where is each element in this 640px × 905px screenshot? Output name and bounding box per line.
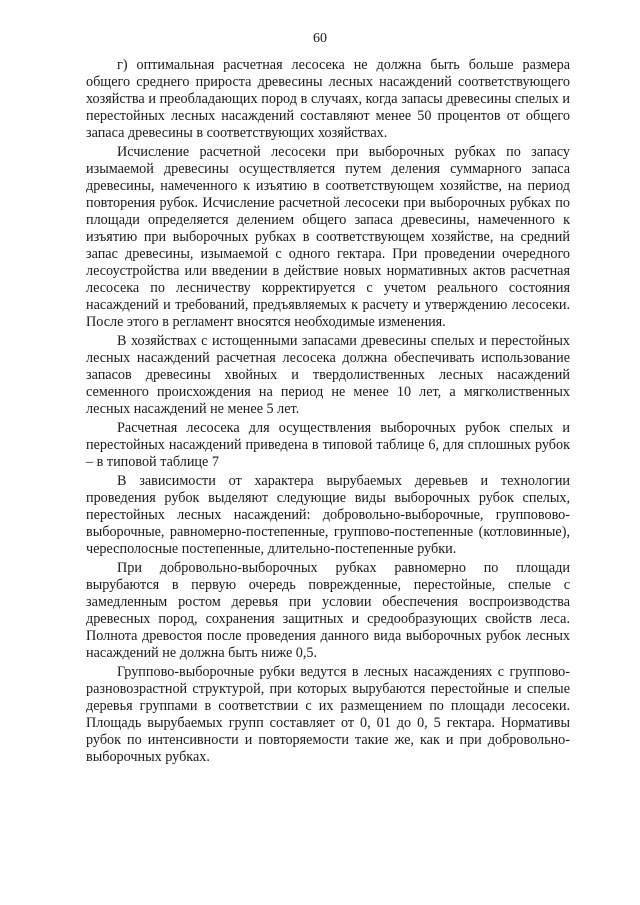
paragraph-selective-felling: При добровольно-выборочных рубках равномерно по площади вырубаются в первую очередь поврежденные, перестойные, спелые с замедленным ростом деревья при условии обеспечения воспроизводства древесных пород, сохранения защитных и средообразующих свойств леса. Полнота древостоя после проведения данного вида выборочных рубок лесных насаждений не должна быть ниже 0,5. — [86, 560, 570, 661]
page-number: 60 — [313, 31, 327, 46]
paragraph-optimal-cutting-area: г) оптимальная расчетная лесосека не должна быть больше размера общего среднего прироста древесины лесных насаждений соответствующего хозяйства и преобладающих пород в случаях, когда запасы древесины спелых и перестойных лесных насаждений составляют менее 50 процентов от общего запаса древесины в соответствующих хозяйствах. — [86, 57, 570, 141]
paragraph-group-selective-felling: Группово-выборочные рубки ведутся в лесных насаждениях с группово-разновозрастной структурой, при которых вырубаются перестойные и спелые деревья группами в соответствии с их размещением по площади лесосеки. Площадь вырубаемых групп составляет от 0, 01 до 0, 5 гектара. Нормативы рубок по интенсивности и повторяемости такие же, как и при добровольно-выборочных рубках. — [86, 664, 570, 765]
paragraph-calculation-method: Исчисление расчетной лесосеки при выборочных рубках по запасу изымаемой древесины осуществляется путем деления суммарного запаса древесины, намеченного к изъятию в соответствующем хозяйстве, на период повторения рубок. Исчисление расчетной лесосеки при выборочных рубках по площади определяется делением общего запаса древесины, намеченного к изъятию при выборочных рубках в соответствующем хозяйстве, на средний запас древесины, изымаемой с одного гектара. При проведении очередного лесоустройства или введении в действие новых нормативных актов расчетная лесосека по лесничеству корректируется с учетом реального состояния насаждений и требований, предъявляемых к расчету и утверждению лесосеки. После этого в регламент вносятся необходимые изменения. — [86, 144, 570, 330]
paragraph-depleted-stocks: В хозяйствах с истощенными запасами древесины спелых и перестойных лесных насаждений расчетная лесосека должна обеспечивать использование запасов древесины хвойных и твердолиственных лесных насаждений семенного происхождения на период не менее 10 лет, а мягколиственных лесных насаждений не менее 5 лет. — [86, 333, 570, 417]
paragraph-table-references: Расчетная лесосека для осуществления выборочных рубок спелых и перестойных насаждений приведена в типовой таблице 6, для сплошных рубок – в типовой таблице 7 — [86, 420, 570, 470]
paragraph-felling-types: В зависимости от характера вырубаемых деревьев и технологии проведения рубок выделяют следующие виды выборочных рубок спелых, перестойных лесных насаждений: добровольно-выборочные, групповово-выборочные, равномерно-постепенные, группово-постепенные (котловинные), чересполосные постепенные, длительно-постепенные рубки. — [86, 473, 570, 557]
document-body — [86, 57, 570, 768]
